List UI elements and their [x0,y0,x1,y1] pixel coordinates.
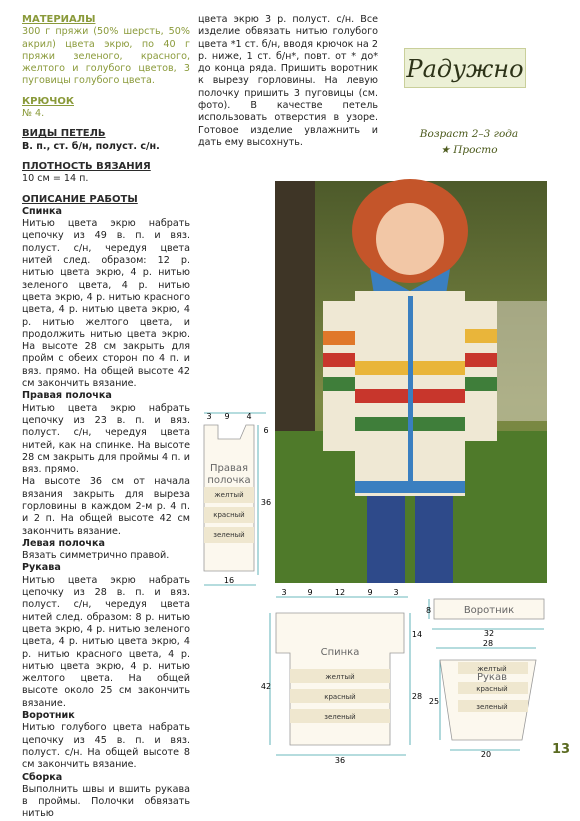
assembly-text: Выполнить швы и вшить рукава в проймы. Полочки обвязать нитью [22,783,190,820]
front-dim-w2: 9 [224,412,230,421]
front-label-2: полочка [207,475,251,486]
back-text: Нитью цвета экрю набрать цепочку из 49 в. п. и вяз. полуст. с/н, чередуя цвета нитей след. образом: 12 р. нитью цвета экрю, 4 р. нитью зеленого цвета, 4 р. нитью цвета экрю, 4 р. нитью красного цвета, 4 р. нитью цвета экрю, 4 р. нитью желтого цвета, и продолжить нитью цвета экрю. На высоте 28 см закрыть для пройм с обеих сторон по 4 п. и вяз. прямо. На общей высоте 42 см закончить вязание. [22,218,190,390]
collar-dim-w: 32 [483,629,495,638]
materials-heading: МАТЕРИАЛЫ [22,14,96,25]
hook-heading: КРЮЧОК [22,95,74,107]
front-stripe-yellow: желтый [214,491,244,499]
collar-label: Воротник [463,605,515,616]
assembly-text-continued: цвета экрю 3 р. полуст. с/н. Все изделие обвязать нитью голубого цвета *1 ст. б/н, вводя крючок на 2 р. ниже, 1 ст. б/н*, повт. от * до* до конца ряда. Пришить воротник к вырезу горловины. На левую полочку пришить 3 пуговицы (см. фото). В качестве петель использовать отверстия в узоре. Готовое изделие увлажнить и дать ему высохнуть. [198,14,378,148]
stitches-heading: ВИДЫ ПЕТЕЛЬ [22,128,106,140]
back-dim-h1: 14 [411,630,423,639]
sleeve-stripe-green: зеленый [476,703,508,711]
back-dim-w4: 9 [367,588,373,597]
sleeve-label: Рукав [476,672,508,683]
right-front-diagram [190,405,280,595]
front-label-1: Правая [209,463,249,474]
collar-diagram [426,595,550,637]
stitches-text: В. п., ст. б/н, полуст. с/н. [22,140,160,152]
age-label: Возраст 2–3 года [419,128,519,140]
front-dim-w3: 4 [246,412,252,421]
collar-dim-h: 8 [426,606,432,615]
front-dim-w1: 3 [206,412,212,421]
front-stripe-red: красный [213,511,245,519]
page-number: 13 [552,742,571,757]
density-text: 10 см = 14 п. [22,173,89,185]
collar-title: Воротник [22,710,75,722]
left-front-title: Левая полочка [22,537,105,549]
page-title: Радужно [406,55,524,83]
back-dim-w2: 9 [307,588,313,597]
back-stripe-red: красный [324,693,356,701]
back-dim-bottom: 36 [334,756,346,765]
photo-illustration [275,181,547,583]
front-dim-h1: 6 [263,426,269,435]
assembly-title: Сборка [22,771,63,783]
sleeve-diagram [428,639,542,759]
front-stripe-green: зеленый [213,531,245,539]
hook-text: № 4. [22,108,45,120]
back-dim-w5: 3 [393,588,399,597]
back-dim-w3: 12 [334,588,346,597]
meta-info [384,126,554,158]
front-dim-h2: 36 [260,498,272,507]
sleeve-text: Нитью цвета экрю набрать цепочку из 28 в. п. и вяз. полуст. с/н, чередуя цвета нитей след. образом: 8 р. нитью цвета экрю, 4 р. нитью зеленого цвета, 4 р. нитью цвета экрю, 4 р. нитью красного цвета, 4 р. нитью цвета экрю, 4 р. нитью желтого цвета. На общей высоте около 25 см закончить вязание. [22,574,190,709]
middle-column [198,14,378,149]
front-dim-bottom: 16 [223,576,235,585]
materials-text: 300 г пряжи (50% шерсть, 50% акрил) цвета экрю, по 40 г пряжи зеленого, красного, желтого и голубого цветов, 3 пуговицы голубого цвета. [22,26,190,87]
back-diagram [262,585,422,765]
collar-text: Нитью голубого цвета набрать цепочку из 45 в. п. и вяз. полуст. с/н. На общей высоте 8 см закончить вязание. [22,722,190,771]
photo-child-in-cardigan [275,181,547,583]
back-stripe-yellow: желтый [325,673,355,681]
left-column [22,14,190,821]
sleeve-dim-bottom: 20 [480,750,492,759]
back-stripe-green: зеленый [324,713,356,721]
description-heading: ОПИСАНИЕ РАБОТЫ [22,193,138,205]
back-dim-w1: 3 [281,588,287,597]
sleeve-stripe-yellow: желтый [477,665,507,673]
density-heading: ПЛОТНОСТЬ ВЯЗАНИЯ [22,160,151,172]
back-label: Спинка [320,647,360,658]
right-front-title: Правая полочка [22,390,112,402]
back-dim-h2: 28 [411,692,423,701]
left-front-text: Вязать симметрично правой. [22,550,170,562]
right-front-text: Нитью цвета экрю набрать цепочку из 23 в. п. и вяз. полуст. с/н, чередуя цвета нитей, как на спинке. На высоте 28 см закрыть для проймы 4 п. и вяз. прямо. [22,402,190,476]
title-banner [404,48,526,88]
sleeve-title: Рукава [22,562,61,574]
sleeve-dim-top: 28 [482,639,494,648]
back-title: Спинка [22,205,63,217]
difficulty-label: ★ Просто [440,144,498,156]
back-dim-total: 42 [260,682,272,691]
sleeve-stripe-red: красный [476,685,508,693]
sleeve-dim-h: 25 [428,697,440,706]
right-front-text2: На высоте 36 см от начала вязания закрыть для выреза горловины в каждом 2-м р. 4 п. и 2 п. На общей высоте 42 см закончить вязание. [22,476,190,537]
